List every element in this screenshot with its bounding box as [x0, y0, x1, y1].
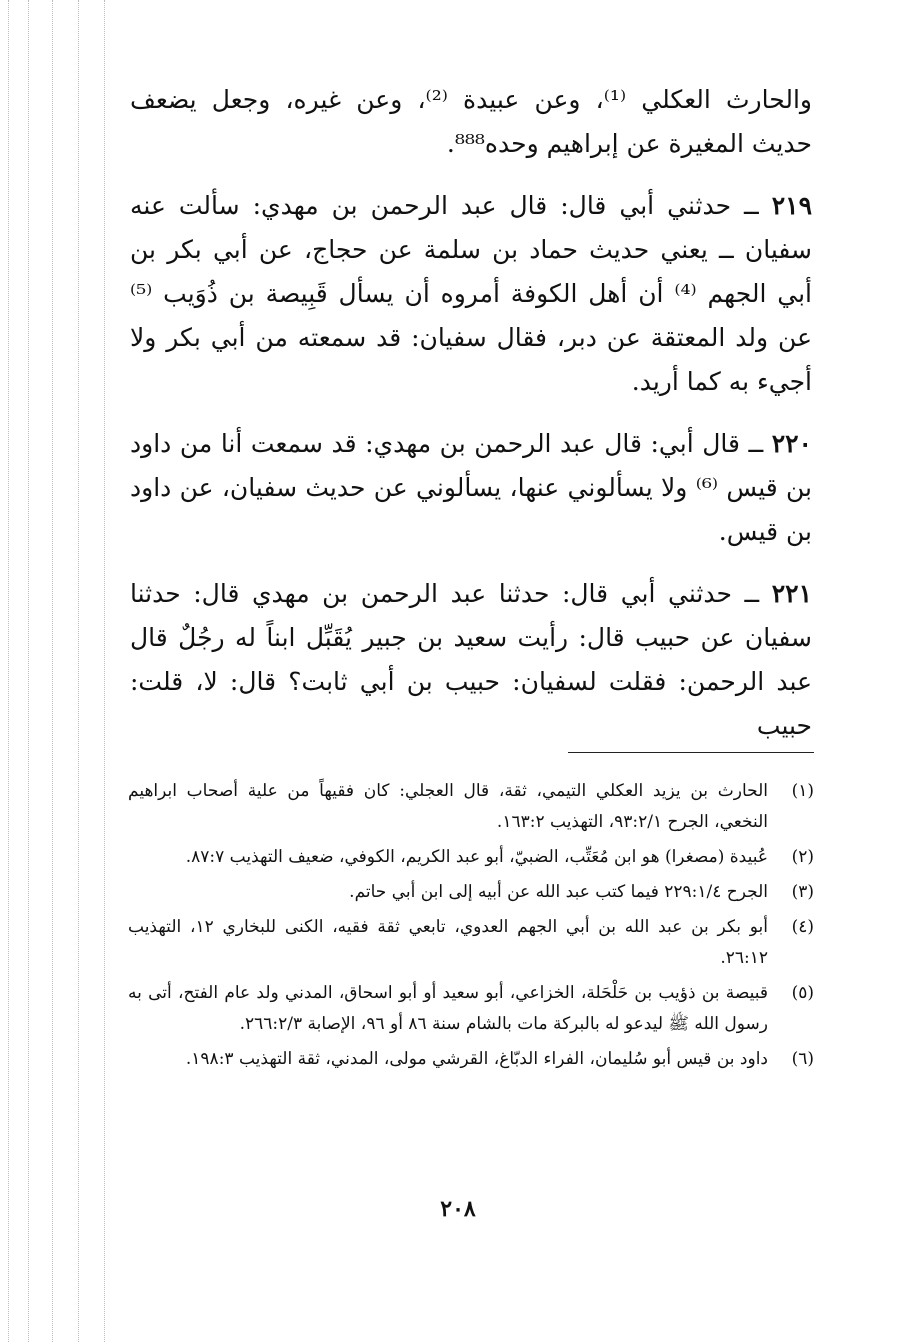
- footnote-number: (٢): [791, 847, 814, 867]
- scan-margin-line: [78, 0, 79, 1342]
- paragraph-text: ــ حدثني أبي قال: قال عبد الرحمن بن مهدي: سألت عنه سفيان ــ يعني حديث حماد بن سلمة عن حجاج، عن أبي بكر بن أبي الجهم ⁽⁴⁾ أن أهل الكوفة أمروه أن يسأل قَبِيصة بن ذُوَيب ⁽⁵⁾ عن ولد المعتقة عن دبر، فقال سفيان: قد سمعته من أبي بكر ولا أجيء به كما أريد.: [130, 191, 812, 396]
- footnote: [128, 978, 814, 1040]
- paragraph-text: ــ قال أبي: قال عبد الرحمن بن مهدي: قد سمعت أنا من داود بن قيس ⁽⁶⁾ ولا يسألوني عنها، يسألوني عن حديث سفيان، عن داود بن قيس.: [130, 429, 813, 546]
- footnote: [128, 842, 814, 873]
- footnote-number: (٣): [791, 882, 814, 902]
- page-number: ٢٠٨: [440, 1196, 476, 1222]
- paragraph-219: [130, 184, 812, 404]
- scan-margin-line: [8, 0, 9, 1342]
- paragraph-220: [130, 422, 812, 554]
- paragraph-number: ٢١٩: [771, 191, 813, 220]
- main-text: [130, 78, 812, 766]
- footnote-number: (١): [791, 781, 814, 801]
- footnote: [128, 1044, 814, 1075]
- footnote-number: (٤): [791, 917, 814, 937]
- scan-margin-line: [104, 0, 105, 1342]
- scan-margin-line: [28, 0, 29, 1342]
- paragraph-221: [130, 572, 812, 748]
- footnote-text: أبو بكر بن عبد الله بن أبي الجهم العدوي، تابعي ثقة فقيه، الكنى للبخاري ١٢، التهذيب ٢٦:١٢.: [128, 917, 769, 968]
- scan-margin-line: [52, 0, 53, 1342]
- footnote: [128, 912, 814, 974]
- footnotes: [128, 776, 814, 1079]
- footnote: [128, 877, 814, 908]
- footnote-text: داود بن قيس أبو سُليمان، الفراء الدبّاغ، القرشي مولى، المدني، ثقة التهذيب ١٩٨:٣.: [185, 1049, 768, 1069]
- paragraph-number: ٢٢٠: [771, 429, 812, 458]
- footnote-text: عُبيدة (مصغرا) هو ابن مُعَتِّب، الضبيّ، أبو عبد الكريم، الكوفي، ضعيف التهذيب ٨٧:٧.: [185, 847, 768, 867]
- paragraph-continuation: [130, 78, 812, 166]
- footnote-number: (٥): [791, 983, 814, 1003]
- footnote-divider: [568, 752, 814, 753]
- paragraph-text: والحارث العكلي ⁽¹⁾، وعن عبيدة ⁽²⁾، وعن غيره، وجعل يضعف حديث المغيرة عن إبراهيم وحده⁸⁸⁸.: [130, 85, 813, 158]
- footnote-text: قبيصة بن ذؤيب بن حَلْحَلة، الخزاعي، أبو سعيد أو أبو اسحاق، المدني ولد عام الفتح، أتى به رسول الله ﷺ ليدعو له بالبركة مات بالشام سنة ٨٦ أو ٩٦، الإصابة ٢٦٦:٢/٣.: [128, 983, 768, 1034]
- paragraph-number: ٢٢١: [771, 579, 813, 608]
- footnote-number: (٦): [791, 1049, 814, 1069]
- paragraph-text: ــ حدثني أبي قال: حدثنا عبد الرحمن بن مهدي قال: حدثنا سفيان عن حبيب قال: رأيت سعيد بن جبير يُقَبِّل ابناً له رجُلٌ قال عبد الرحمن: فقلت لسفيان: حبيب بن أبي ثابت؟ قال: لا، قلت: حبيب: [130, 579, 812, 740]
- footnote: [128, 776, 814, 838]
- footnote-text: الجرح ٢٢٩:١/٤ فيما كتب عبد الله عن أبيه إلى ابن أبي حاتم.: [349, 882, 768, 902]
- footnote-text: الحارث بن يزيد العكلي التيمي، ثقة، قال العجلي: كان فقيهاً من علية أصحاب ابراهيم النخعي، الجرح ٩٣:٢/١، التهذيب ١٦٣:٢.: [128, 781, 768, 832]
